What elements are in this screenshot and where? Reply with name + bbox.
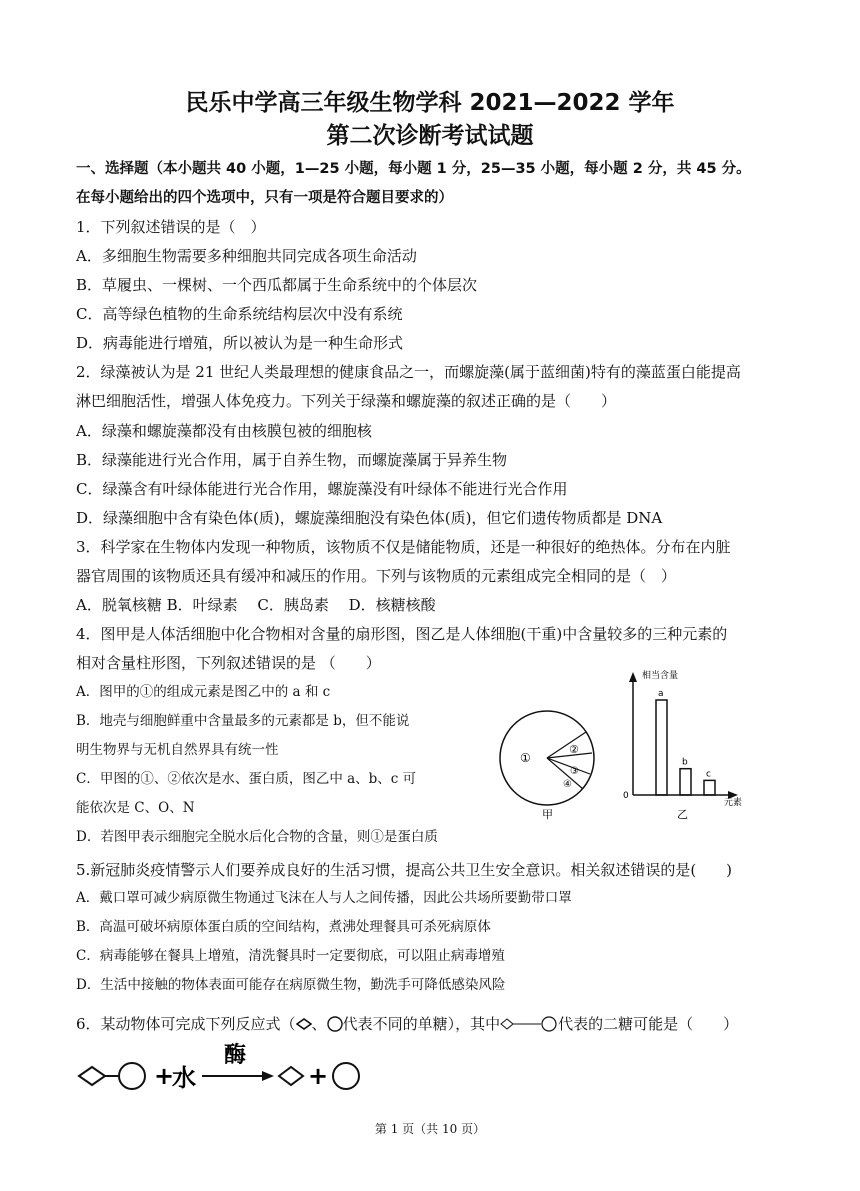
q1-option-a: A．多细胞生物需要多种细胞共同完成各项生命活动 [76,247,417,265]
bar-y-axis-label: 相当含量 [642,671,679,681]
q4-option-a: A．图甲的①的组成元素是图乙中的 a 和 c [76,684,331,700]
bar-c [704,780,715,795]
q5-option-d: D．生活中接触的物体表面可能存在病原微生物，勤洗手可降低感染风险 [76,977,506,993]
q4-option-b-line1: B．地壳与细胞鲜重中含量最多的元素都是 b，但不能说 [76,713,410,729]
bar-x-axis-label: 元素 [724,798,743,808]
bar-origin-label: 0 [623,791,629,801]
q4-option-d: D．若图甲表示细胞完全脱水后化合物的含量，则①是蛋白质 [76,829,438,845]
bar-label-a: a [658,689,664,699]
q2-option-d: D．绿藻细胞中含有染色体(质)，螺旋藻细胞没有染色体(质)，但它们遗传物质都是 DNA [76,509,663,527]
y-axis-arrow [629,672,637,682]
pie-sector-2-label: ② [569,743,579,756]
q6-stem-part1: 6．某动物体可完成下列反应式（ [76,1015,296,1033]
q2-option-b: B．绿藻能进行光合作用，属于自养生物，而螺旋藻属于异养生物 [76,451,508,469]
q3-stem-line2: 器官周围的该物质还具有缓冲和减压的作用。下列与该物质的元素组成完全相同的是（ ） [76,567,677,585]
q2-option-c: C．绿藻含有叶绿体能进行光合作用，螺旋藻没有叶绿体不能进行光合作用 [76,480,568,498]
bar-b [680,769,691,795]
disaccharide-icon [500,1016,558,1032]
q6-stem-part2: 代表不同的单糖），其中 [342,1015,501,1033]
bar-a [656,700,667,795]
exam-title-line1: 民乐中学高三年级生物学科 2021—2022 学年 [185,90,675,116]
q4-stem-line1: 4．图甲是人体活细胞中化合物相对含量的扇形图，图乙是人体细胞(干重)中含量较多的三种元素的 [76,625,728,643]
q2-stem-line2: 淋巴细胞活性，增强人体免疫力。下列关于绿藻和螺旋藻的叙述正确的是（ ） [76,392,617,410]
q4-figure [490,660,780,830]
pie-sector-line [547,758,590,774]
pie-caption: 甲 [542,808,553,821]
diamond-icon [296,1018,312,1030]
bar-chart [623,669,742,821]
q2-option-a: A．绿藻和螺旋藻都没有由核膜包被的细胞核 [76,422,372,440]
q4-option-c-line1: C．甲图的①、②依次是水、蛋白质，图乙中 a、b、c 可 [76,771,417,787]
q2-stem-line1: 2．绿藻被认为是 21 世纪人类最理想的健康食品之一，而螺旋藻(属于蓝细菌)特有的藻蓝蛋白能提高 [76,363,741,381]
q6-stem [76,1014,738,1034]
q3-options: A．脱氧核糖 B．叶绿素 C．胰岛素 D．核糖核酸 [76,596,436,614]
q6-stem-part3: 代表的二糖可能是（ ） [558,1015,739,1033]
bar-caption: 乙 [677,808,688,821]
q5-stem: 5.新冠肺炎疫情警示人们要养成良好的生活习惯，提高公共卫生安全意识。相关叙述错误的是( ) [76,861,733,879]
q4-stem-line2: 相对含量柱形图，下列叙述错误的是 （ ） [76,654,381,672]
disaccharide-shape [79,1063,145,1089]
pie-chart [500,711,594,821]
enzyme-label: 酶 [224,1043,247,1068]
bar-label-c: c [706,769,711,780]
page-footer: 第 1 页（共 10 页） [374,1122,486,1136]
diamond-product [279,1067,303,1085]
pie-sector-3-label: ③ [570,766,579,777]
q5-option-a: A．戴口罩可减少病原微生物通过飞沫在人与人之间传播，因此公共场所要勤带口罩 [76,890,572,906]
reaction-arrow-head [262,1071,274,1081]
bar-label-b: b [682,757,688,768]
q4-option-b-line2: 明生物界与无机自然界具有统一性 [76,742,279,758]
exam-title-line2: 第二次诊断考试试题 [326,123,534,149]
section-instructions-line2: 在每小题给出的四个选项中，只有一项是符合题目要求的） [76,190,453,206]
q1-option-d: D．病毒能进行增殖，所以被认为是一种生命形式 [76,334,404,352]
q3-stem-line1: 3．科学家在生物体内发现一种物质，该物质不仅是储能物质，还是一种很好的绝热体。分布在内脏 [76,538,731,556]
plus-sign-2: + [308,1062,329,1090]
pie-sector-4-label: ④ [563,779,572,790]
q1-option-b: B．草履虫、一棵树、一个西瓜都属于生命系统中的个体层次 [76,276,478,294]
circle-icon [327,1016,343,1032]
q1-stem: 1．下列叙述错误的是（ ） [76,218,266,236]
q5-option-c: C．病毒能够在餐具上增殖，清洗餐具时一定要彻底，可以阻止病毒增殖 [76,948,505,964]
water-label: 水 [172,1064,196,1092]
section-instructions-line1: 一、选择题（本小题共 40 小题，1—25 小题，每小题 1 分，25—35 小题，每小题 2 分，共 45 分。 [76,161,751,177]
circle-product [333,1063,359,1089]
q1-option-c: C．高等绿色植物的生命系统结构层次中没有系统 [76,305,403,323]
q5-option-b: B．高温可破坏病原体蛋白质的空间结构，煮沸处理餐具可杀死病原体 [76,919,491,935]
reaction-equation [76,1040,376,1100]
q4-option-c-line2: 能依次是 C、O、N [76,800,195,816]
plus-sign: + [154,1062,175,1090]
pie-sector-1-label: ① [520,751,531,765]
q6-separator: 、 [311,1015,327,1033]
